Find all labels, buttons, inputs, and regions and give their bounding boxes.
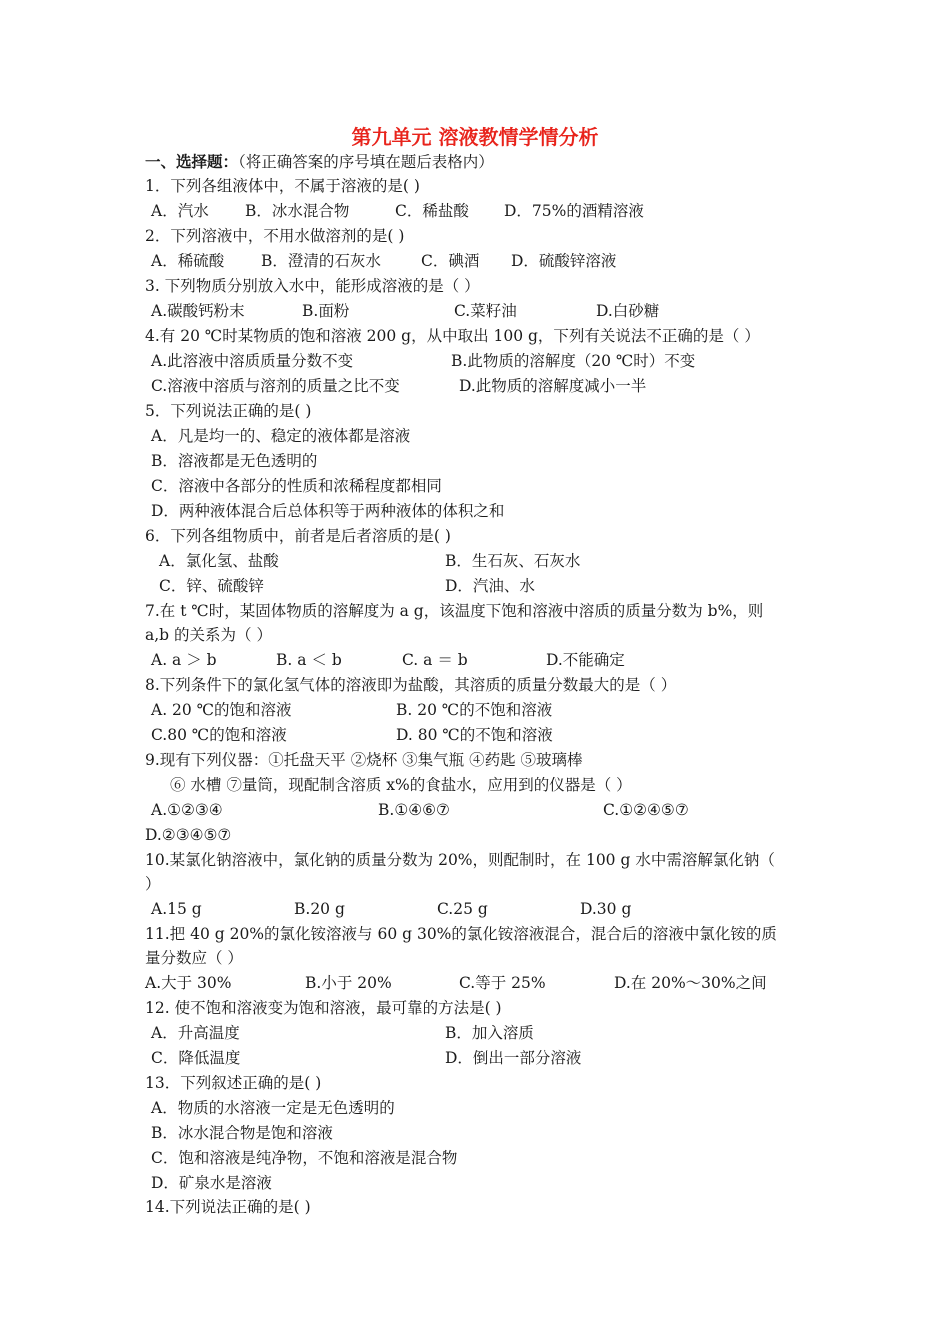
question-11-stem-cont: 量分数应（ ）: [145, 949, 243, 967]
question-11-stem: 11.把 40 g 20%的氯化铵溶液与 60 g 30%的氯化铵溶液混合，混合后的溶液中氯化铵的质: [145, 925, 777, 943]
question-3-stem: 3. 下列物质分别放入水中，能形成溶液的是（ ）: [145, 277, 480, 295]
question-2-stem: 2．下列溶液中，不用水做溶剂的是( ): [145, 227, 405, 245]
q3-option-b: B.面粉: [302, 302, 350, 320]
q1-option-c: C．稀盐酸: [395, 202, 469, 220]
q8-option-a: A. 20 ℃的饱和溶液: [151, 701, 292, 719]
q10-option-a: A.15 g: [151, 900, 202, 918]
q2-option-a: A．稀硫酸: [151, 252, 225, 270]
q13-option-d: D．矿泉水是溶液: [151, 1174, 272, 1192]
question-4-stem: 4.有 20 ℃时某物质的饱和溶液 200 g，从中取出 100 g，下列有关说法不正确的是（ ）: [145, 327, 760, 345]
q9-option-d: D.②③④⑤⑦: [145, 826, 232, 844]
q2-option-d: D．硫酸锌溶液: [511, 252, 617, 270]
q5-option-a: A．凡是均一的、稳定的液体都是溶液: [151, 427, 411, 445]
q8-option-c: C.80 ℃的饱和溶液: [151, 726, 287, 744]
question-9-stem: 9.现有下列仪器：①托盘天平 ②烧杯 ③集气瓶 ④药匙 ⑤玻璃棒: [145, 751, 583, 769]
q11-option-a: A.大于 30%: [145, 974, 232, 992]
question-10-stem-cont: ）: [145, 875, 161, 893]
q6-option-b: B．生石灰、石灰水: [445, 552, 581, 570]
question-8-stem: 8.下列条件下的氯化氢气体的溶液即为盐酸，其溶质的质量分数最大的是（ ）: [145, 676, 677, 694]
q3-option-a: A.碳酸钙粉末: [151, 302, 245, 320]
question-9-stem-cont: ⑥ 水槽 ⑦量筒，现配制含溶质 x%的食盐水，应用到的仪器是（ ）: [170, 776, 632, 794]
q12-option-b: B．加入溶质: [445, 1024, 534, 1042]
q7-option-c: C. a ＝ b: [402, 651, 468, 669]
q10-option-b: B.20 g: [294, 900, 345, 918]
q5-option-b: B．溶液都是无色透明的: [151, 452, 318, 470]
q11-option-d: D.在 20%～30%之间: [614, 974, 767, 992]
q11-option-b: B.小于 20%: [305, 974, 392, 992]
q6-option-a: A．氯化氢、盐酸: [159, 552, 279, 570]
q10-option-c: C.25 g: [437, 900, 488, 918]
question-14-stem: 14.下列说法正确的是( ): [145, 1198, 311, 1216]
q6-option-d: D．汽油、水: [445, 577, 535, 595]
q3-option-c: C.菜籽油: [454, 302, 517, 320]
q7-option-d: D.不能确定: [546, 651, 625, 669]
q7-option-a: A. a ＞ b: [151, 651, 217, 669]
q1-option-a: A．汽水: [151, 202, 209, 220]
q5-option-c: C．溶液中各部分的性质和浓稀程度都相同: [151, 477, 442, 495]
q12-option-d: D．倒出一部分溶液: [445, 1049, 582, 1067]
section-note: （将正确答案的序号填在题后表格内）: [238, 153, 494, 171]
section-header: [145, 151, 494, 173]
q12-option-c: C．降低温度: [151, 1049, 241, 1067]
q13-option-b: B．冰水混合物是饱和溶液: [151, 1124, 333, 1142]
question-7-stem: 7.在 t ℃时，某固体物质的溶解度为 a g，该温度下饱和溶液中溶质的质量分数为 b%，则: [145, 602, 764, 620]
q1-option-d: D．75%的酒精溶液: [504, 202, 644, 220]
q2-option-b: B．澄清的石灰水: [261, 252, 381, 270]
q4-option-b: B.此物质的溶解度（20 ℃时）不变: [451, 352, 696, 370]
q9-option-b: B.①④⑥⑦: [378, 801, 450, 819]
question-10-stem: 10.某氯化钠溶液中，氯化钠的质量分数为 20%，则配制时，在 100 g 水中需溶解氯化钠（: [145, 851, 775, 869]
q12-option-a: A．升高温度: [151, 1024, 240, 1042]
question-1-stem: 1．下列各组液体中，不属于溶液的是( ): [145, 177, 420, 195]
question-6-stem: 6．下列各组物质中，前者是后者溶质的是( ): [145, 527, 451, 545]
q2-option-c: C．碘酒: [421, 252, 480, 270]
q8-option-b: B. 20 ℃的不饱和溶液: [396, 701, 553, 719]
q10-option-d: D.30 g: [580, 900, 632, 918]
q13-option-c: C．饱和溶液是纯净物，不饱和溶液是混合物: [151, 1149, 458, 1167]
q3-option-d: D.白砂糖: [596, 302, 660, 320]
question-12-stem: 12. 使不饱和溶液变为饱和溶液，最可靠的方法是( ): [145, 999, 502, 1017]
page-title: 第九单元 溶液教情学情分析: [351, 125, 599, 149]
question-13-stem: 13．下列叙述正确的是( ): [145, 1074, 322, 1092]
q4-option-d: D.此物质的溶解度减小一半: [459, 377, 647, 395]
q4-option-a: A.此溶液中溶质质量分数不变: [151, 352, 354, 370]
q8-option-d: D. 80 ℃的不饱和溶液: [396, 726, 553, 744]
q1-option-b: B．冰水混合物: [245, 202, 350, 220]
q9-option-a: A.①②③④: [151, 801, 223, 819]
q9-option-c: C.①②④⑤⑦: [603, 801, 689, 819]
question-7-stem-cont: a,b 的关系为（ ）: [145, 626, 272, 644]
q11-option-c: C.等于 25%: [459, 974, 546, 992]
q13-option-a: A．物质的水溶液一定是无色透明的: [151, 1099, 395, 1117]
question-5-stem: 5．下列说法正确的是( ): [145, 402, 312, 420]
q5-option-d: D．两种液体混合后总体积等于两种液体的体积之和: [151, 502, 505, 520]
q6-option-c: C．锌、硫酸锌: [159, 577, 264, 595]
section-label: 一、选择题：: [145, 152, 239, 171]
q4-option-c: C.溶液中溶质与溶剂的质量之比不变: [151, 377, 400, 395]
q7-option-b: B. a ＜ b: [276, 651, 342, 669]
